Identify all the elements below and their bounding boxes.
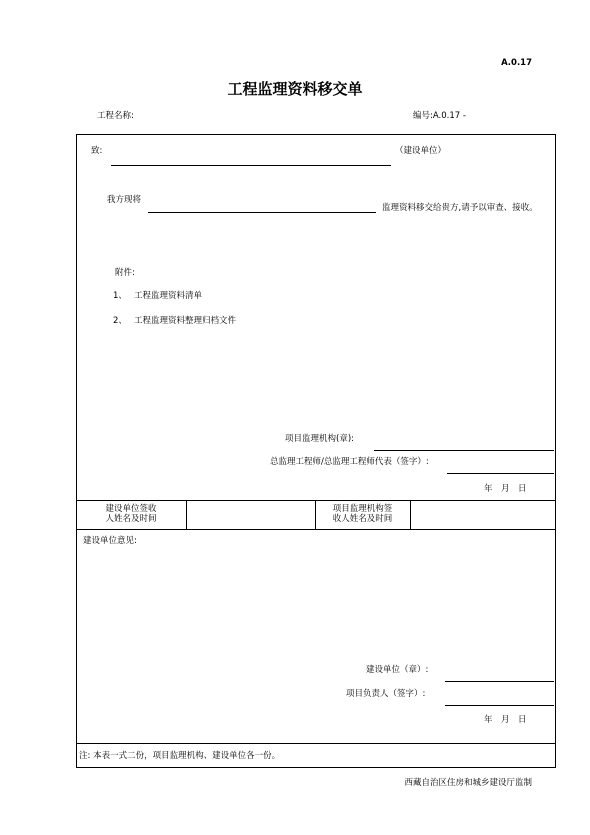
project-leader-label: 项目负责人（签字）:	[346, 689, 426, 699]
attachment-num: 1、	[113, 291, 127, 301]
to-unit-hint: （建设单位）	[395, 146, 447, 156]
form-number-label: 编号:A.0.17 -	[413, 111, 466, 121]
project-leader-sign-line[interactable]	[445, 705, 554, 706]
row-divider	[76, 743, 556, 744]
supervision-org-label: 项目监理机构(章):	[285, 434, 354, 444]
owner-seal-line[interactable]	[445, 681, 554, 682]
supervision-receiver-label	[315, 504, 410, 524]
owner-opinion-field[interactable]	[83, 552, 543, 652]
note-text: 注: 本表一式二份，项目监理机构、建设单位各一份。	[79, 751, 281, 761]
owner-seal-label: 建设单位（章）:	[366, 665, 429, 675]
page-title: 工程监理资料移交单	[227, 80, 363, 98]
owner-receiver-label-line: 建设单位签收	[105, 504, 157, 514]
owner-receiver-label	[76, 504, 186, 524]
transfer-content-line[interactable]	[148, 212, 376, 213]
chief-engineer-sign-line[interactable]	[447, 473, 554, 474]
date-label: 年 月 日	[484, 715, 527, 725]
row-divider	[76, 529, 556, 530]
owner-receiver-label-line: 人姓名及时间	[105, 514, 157, 524]
to-label: 致:	[91, 146, 103, 156]
transfer-suffix: 监理资料移交给贵方,请予以审查、接收。	[382, 203, 538, 213]
transfer-prefix: 我方现将	[107, 195, 142, 205]
to-recipient-line[interactable]	[111, 165, 391, 166]
supervision-receiver-label-line: 收人姓名及时间	[332, 514, 393, 524]
supervision-org-seal-line[interactable]	[374, 450, 554, 451]
attachments-label: 附件:	[115, 268, 135, 278]
owner-opinion-label: 建设单位意见:	[83, 536, 137, 546]
attachment-item: 工程监理资料清单	[134, 291, 203, 301]
footer-issuer: 西藏自治区住房和城乡建设厅监制	[404, 778, 532, 788]
date-label: 年 月 日	[484, 484, 527, 494]
form-code: A.0.17	[501, 58, 532, 68]
project-name-label: 工程名称:	[97, 111, 134, 121]
owner-receiver-field[interactable]	[187, 501, 315, 529]
chief-engineer-label: 总监理工程师/总监理工程师代表（签字）:	[270, 457, 429, 467]
attachment-num: 2、	[113, 316, 127, 326]
supervision-receiver-label-line: 项目监理机构签	[332, 504, 393, 514]
form-table	[76, 134, 556, 768]
attachment-item: 工程监理资料整理归档文件	[134, 316, 237, 326]
supervision-receiver-field[interactable]	[411, 501, 555, 529]
